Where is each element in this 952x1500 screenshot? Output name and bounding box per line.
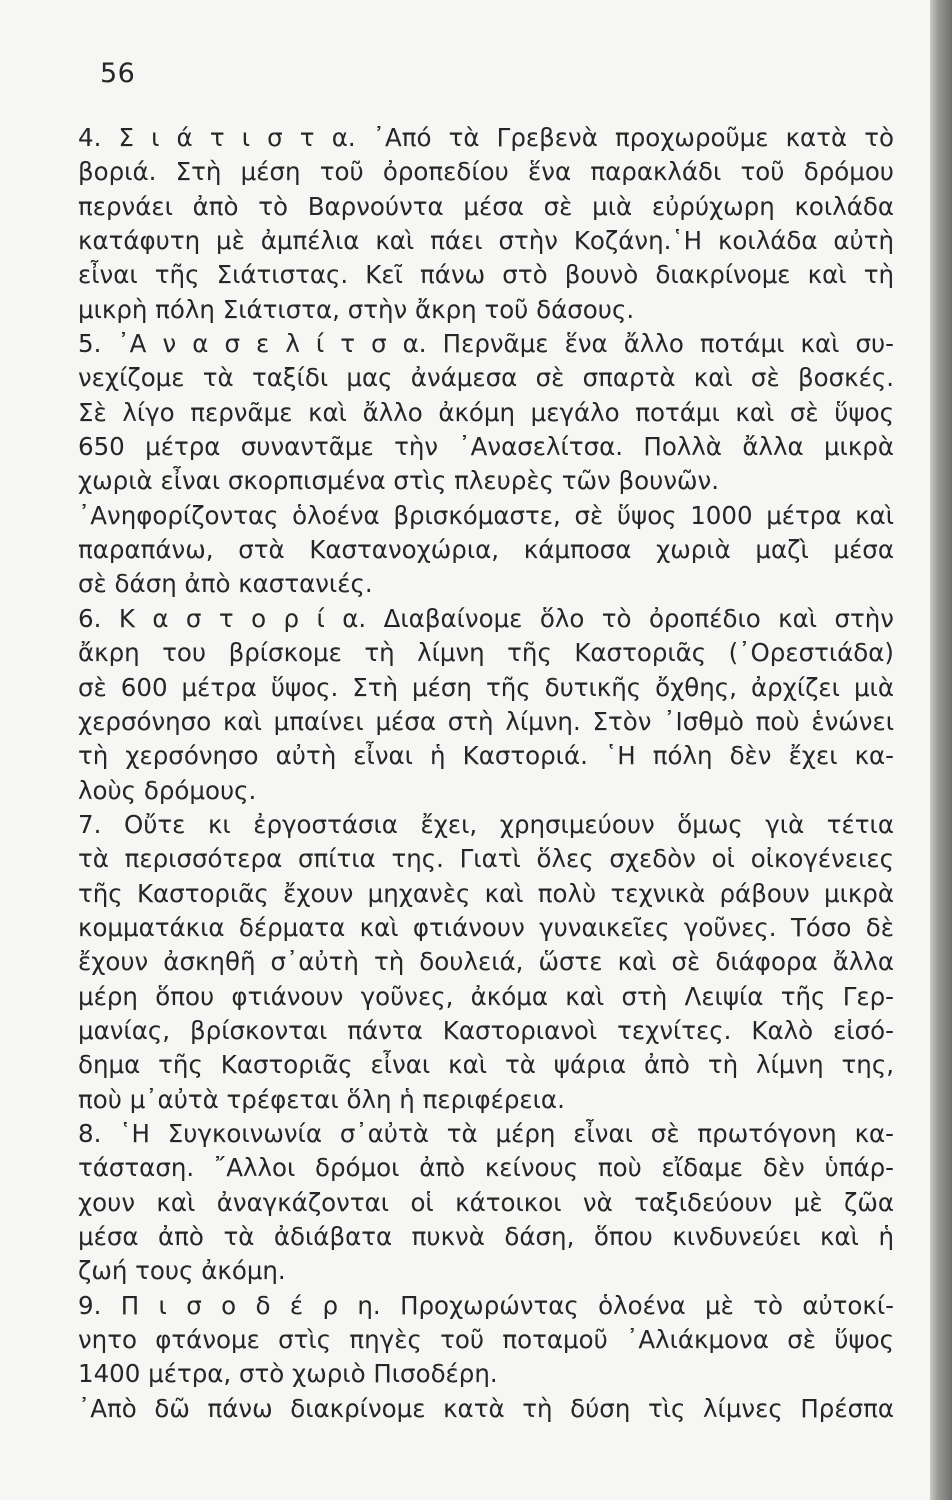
text-line: κομματάκια δέρματα καὶ φτιάνουν γυναικεῖες γοῦνες. Τόσο δὲ <box>78 912 894 942</box>
text-line: βοριά. Στὴ μέση τοῦ ὀροπεδίου ἕνα παρακλάδι τοῦ δρόμου <box>78 157 894 187</box>
text-line: τὴ χερσόνησο αὐτὴ εἶναι ἡ Καστοριά. ῾Η πόλη δὲν ἔχει κα- <box>78 741 894 771</box>
text-line: εἶναι τῆς Σιάτιστας. Κεῖ πάνω στὸ βουνὸ διακρίνομε καὶ τὴ <box>78 260 894 290</box>
text-line: 4. Σ ι ά τ ι σ τ α. ᾿Από τὰ Γρεβενὰ προχωροῦμε κατὰ τὸ <box>78 123 894 152</box>
text-line: 5. ᾿Α ν α σ ε λ ί τ σ α. Περνᾶμε ἕνα ἄλλο ποτάμι καὶ συ- <box>78 329 894 359</box>
text-line: ἔχουν ἀσκηθῆ σ᾿αὐτὴ τὴ δουλειά, ὥστε καὶ σὲ διάφορα ἄλλα <box>78 947 894 977</box>
text-line: μέρη ὅπου φτιάνουν γοῦνες, ἀκόμα καὶ στὴ Λειψία τῆς Γερ- <box>78 981 894 1011</box>
text-line: τὰ περισσότερα σπίτια της. Γιατὶ ὅλες σχεδὸν οἱ οἰκογένειες <box>78 844 894 874</box>
text-line: κατάφυτη μὲ ἀμπέλια καὶ πάει στὴν Κοζάνη.῾Η κοιλάδα αὐτὴ <box>78 226 894 256</box>
text-line: 6. Κ α σ τ ο ρ ί α. Διαβαίνομε ὅλο τὸ ὀροπέδιο καὶ στὴν <box>78 603 894 633</box>
text-line: μέσα ἀπὸ τὰ ἀδιάβατα πυκνὰ δάση, ὅπου κινδυνεύει καὶ ἡ <box>78 1222 894 1251</box>
text-line: ᾿Ανηφορίζοντας ὁλοένα βρισκόμαστε, σὲ ὕψος 1000 μέτρα καὶ <box>78 500 894 530</box>
text-line: 8. ῾Η Συγκοινωνία σ᾿αὐτὰ τὰ μέρη εἶναι σὲ πρωτόγονη κα- <box>78 1118 894 1148</box>
body-text <box>78 121 894 1426</box>
text-line: παραπάνω, στὰ Καστανοχώρια, κάμποσα χωριὰ μαζὶ μέσα <box>78 535 894 565</box>
text-line: 650 μέτρα συναντᾶμε τὴν ᾿Ανασελίτσα. Πολλὰ ἄλλα μικρὰ <box>78 432 894 462</box>
text-line: ἄκρη του βρίσκομε τὴ λίμνη τῆς Καστοριᾶς (᾿Ορεστιάδα) <box>78 638 894 668</box>
text-line: ᾿Απὸ δῶ πάνω διακρίνομε κατὰ τὴ δύση τὶς λίμνες Πρέσπα <box>78 1393 894 1423</box>
text-line: χωριὰ εἶναι σκορπισμένα στὶς πλευρὲς τῶν βουνῶν. <box>78 466 720 496</box>
text-line: χουν καὶ ἀναγκάζονται οἱ κάτοικοι νὰ ταξιδεύουν μὲ ζῶα <box>78 1187 894 1217</box>
text-line: νεχίζομε τὰ ταξίδι μας ἀνάμεσα σὲ σπαρτὰ καὶ σὲ βοσκές. <box>78 363 894 393</box>
text-line: δημα τῆς Καστοριᾶς εἶναι καὶ τὰ ψάρια ἀπὸ τὴ λίμνη της, <box>78 1050 894 1080</box>
text-line: νητο φτάνομε στὶς πηγὲς τοῦ ποταμοῦ ᾿Αλιάκμονα σὲ ὕψος <box>78 1325 894 1355</box>
text-line: ποὺ μ᾿αὐτὰ τρέφεται ὅλη ἡ περιφέρεια. <box>78 1084 565 1114</box>
text-line: λοὺς δρόμους. <box>78 775 257 805</box>
text-line: σὲ 600 μέτρα ὕψος. Στὴ μέση τῆς δυτικῆς ὄχθης, ἀρχίζει μιὰ <box>78 672 894 702</box>
text-line: μικρὴ πόλη Σιάτιστα, στὴν ἄκρη τοῦ δάσους. <box>78 294 635 324</box>
page-edge-shadow <box>930 0 952 1500</box>
text-line: τῆς Καστοριᾶς ἔχουν μηχανὲς καὶ πολὺ τεχνικὰ ράβουν μικρὰ <box>78 878 894 908</box>
text-line: 7. Οὔτε κι ἐργοστάσια ἔχει, χρησιμεύουν ὅμως γιὰ τέτια <box>78 809 894 839</box>
text-line: σὲ δάση ἀπὸ καστανιές. <box>78 569 373 599</box>
text-line: Σὲ λίγο περνᾶμε καὶ ἄλλο ἀκόμη μεγάλο ποτάμι καὶ σὲ ὕψος <box>78 397 894 427</box>
text-line: περνάει ἀπὸ τὸ Βαρνούντα μέσα σὲ μιὰ εὐρύχωρη κοιλάδα <box>78 191 894 221</box>
text-line: τάσταση. ῎Αλλοι δρόμοι ἀπὸ κείνους ποὺ εἴδαμε δὲν ὑπάρ- <box>78 1153 894 1183</box>
text-line: μανίας, βρίσκονται πάντα Καστοριανοὶ τεχνίτες. Καλὸ εἰσό- <box>78 1015 894 1045</box>
page-number: 56 <box>100 58 136 89</box>
text-line: 1400 μέτρα, στὸ χωριὸ Πισοδέρη. <box>78 1359 498 1389</box>
text-line: χερσόνησο καὶ μπαίνει μέσα στὴ λίμνη. Στὸν ᾿Ισθμὸ ποὺ ἑνώνει <box>78 706 894 736</box>
text-line: 9. Π ι σ ο δ έ ρ η. Προχωρώντας ὁλοένα μὲ τὸ αὐτοκί- <box>78 1290 894 1320</box>
text-line: ζωή τους ἀκόμη. <box>78 1256 286 1286</box>
